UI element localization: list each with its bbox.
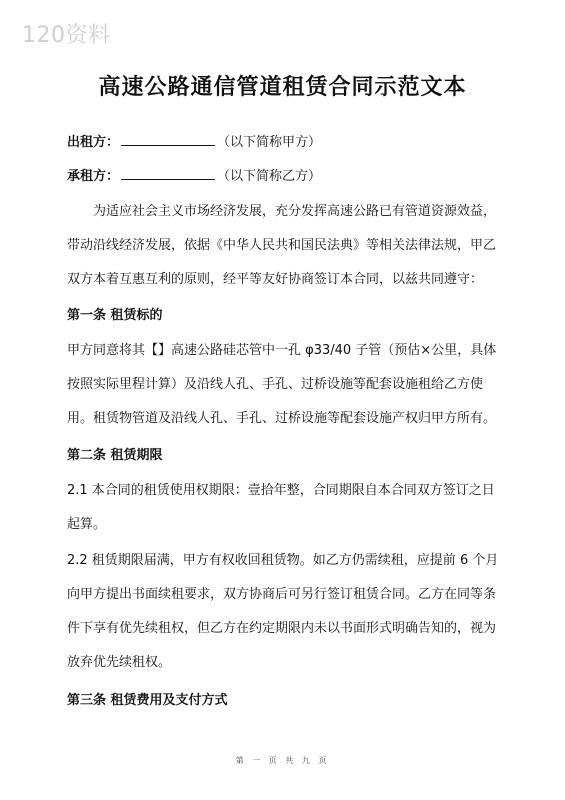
lessor-note: （以下简称甲方）	[217, 135, 322, 150]
article3-heading: 第三条 租赁费用及支付方式	[67, 693, 228, 708]
lessee-line	[67, 167, 515, 186]
article1-line: 用。租赁物管道及沿线人孔、手孔、过桥设施等配套设施产权归甲方所有。	[67, 411, 497, 426]
lessor-blank[interactable]	[121, 133, 215, 146]
clause-2-2-line: 放弃优先续租权。	[67, 655, 172, 670]
clause-2-1-line: 2.1 本合同的租赁使用权期限：壹拾年整，合同期限自本合同双方签订之日	[67, 483, 495, 498]
article1-line: 按照实际里程计算）及沿线人孔、手孔、过桥设施等配套设施租给乙方使	[67, 377, 484, 392]
preamble-line: 双方本着互惠互利的原则，经平等友好协商签订本合同，以兹共同遵守：	[67, 272, 484, 287]
page-footer: 第 一 页 共 九 页	[235, 756, 330, 765]
preamble-line: 带动沿线经济发展，依据《中华人民共和国民法典》等相关法律法规，甲乙	[67, 238, 497, 253]
lessee-blank[interactable]	[121, 167, 215, 180]
lessor-label: 出租方：	[67, 135, 120, 150]
clause-2-2-line: 向甲方提出书面续租要求，双方协商后可另行签订租赁合同。乙方在同等条	[67, 587, 497, 602]
lessee-note: （以下简称乙方）	[217, 169, 322, 184]
article1-heading: 第一条 租赁标的	[67, 308, 163, 323]
document-title: 高速公路通信管道租赁合同示范文本	[98, 75, 467, 100]
article2-heading: 第二条 租赁期限	[67, 448, 163, 463]
clause-2-2-line: 2.2 租赁期限届满，甲方有权收回租赁物。如乙方仍需续租，应提前 6 个月	[67, 553, 499, 568]
clause-2-2-line: 件下享有优先续租权，但乙方在约定期限内未以书面形式明确告知的，视为	[67, 621, 497, 636]
preamble-line: 为适应社会主义市场经济发展，充分发挥高速公路已有管道资源效益，	[93, 204, 497, 219]
lessor-line	[67, 133, 515, 152]
article1-line: 甲方同意将其【】高速公路硅芯管中一孔 φ33/40 子管（预估×公里，具体	[67, 343, 497, 358]
lessee-label: 承租方：	[67, 169, 120, 184]
watermark: 120资料	[22, 23, 111, 48]
clause-2-1-line: 起算。	[67, 517, 107, 532]
